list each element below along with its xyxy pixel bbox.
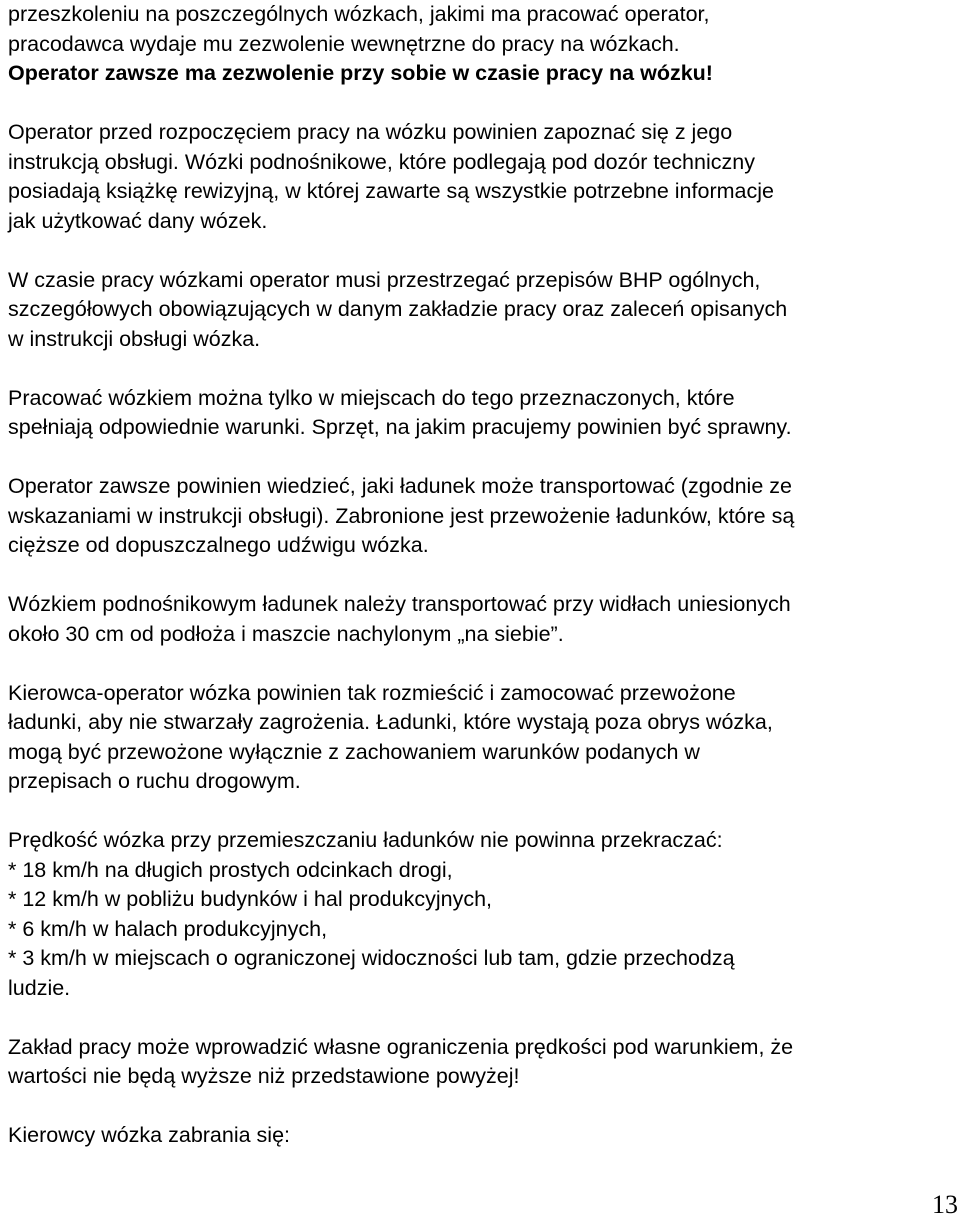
paragraph-fork-height xyxy=(8,590,952,649)
paragraph-load-capacity xyxy=(8,472,952,561)
page-number: 13 xyxy=(932,1190,958,1219)
text-line: Prędkość wózka przy przemieszczaniu ładunków nie powinna przekraczać: xyxy=(8,828,723,852)
text-line: ładunki, aby nie stwarzały zagrożenia. Ładunki, które wystają poza obrys wózka, xyxy=(8,710,773,734)
text-line: przeszkoleniu na poszczególnych wózkach, jakimi ma pracować operator, xyxy=(8,2,710,26)
paragraph-instructions xyxy=(8,118,952,236)
paragraph-custom-limits xyxy=(8,1033,952,1092)
list-item: * 3 km/h w miejscach o ograniczonej widoczności lub tam, gdzie przechodzą xyxy=(8,946,735,970)
text-line: posiadają książkę rewizyjną, w której zawarte są wszystkie potrzebne informacje xyxy=(8,179,774,203)
text-line: Kierowcy wózka zabrania się: xyxy=(8,1123,291,1147)
document-page xyxy=(8,0,952,1151)
text-line: instrukcją obsługi. Wózki podnośnikowe, które podlegają pod dozór techniczny xyxy=(8,149,755,174)
list-item: * 6 km/h w halach produkcyjnych, xyxy=(8,916,328,941)
text-line: w instrukcji obsługi wózka. xyxy=(8,326,261,351)
text-line: Operator zawsze powinien wiedzieć, jaki ładunek może transportować (zgodnie ze xyxy=(8,474,792,498)
list-item: * 18 km/h na długich prostych odcinkach drogi, xyxy=(8,857,453,882)
text-line: Zakład pracy może wprowadzić własne ograniczenia prędkości pod warunkiem, że xyxy=(8,1034,794,1059)
text-line: mogą być przewożone wyłącznie z zachowaniem warunków podanych w xyxy=(8,739,700,764)
text-line: wartości nie będą wyższe niż przedstawione powyżej! xyxy=(8,1064,520,1088)
text-line: spełniają odpowiednie warunki. Sprzęt, na jakim pracujemy powinien być sprawny. xyxy=(8,415,792,439)
text-line: jak użytkować dany wózek. xyxy=(8,208,268,233)
paragraph-bhp xyxy=(8,266,952,355)
text-line: szczegółowych obowiązujących w danym zakładzie pracy oraz zaleceń opisanych xyxy=(8,297,788,321)
paragraph-permit xyxy=(8,0,952,89)
text-line: wskazaniami w instrukcji obsługi). Zabronione jest przewożenie ładunków, które są xyxy=(8,503,795,528)
paragraph-prohibitions xyxy=(8,1121,952,1151)
bold-notice: Operator zawsze ma zezwolenie przy sobie w czasie pracy na wózku! xyxy=(8,61,713,85)
text-line: cięższe od dopuszczalnego udźwigu wózka. xyxy=(8,533,429,557)
text-line: ludzie. xyxy=(8,975,71,1000)
text-line: Operator przed rozpoczęciem pracy na wózku powinien zapoznać się z jego xyxy=(8,120,733,144)
paragraph-speed-limits xyxy=(8,826,952,1003)
text-line: Pracować wózkiem można tylko w miejscach do tego przeznaczonych, które xyxy=(8,385,735,410)
text-line: Kierowca-operator wózka powinien tak rozmieścić i zamocować przewożone xyxy=(8,680,736,705)
text-line: W czasie pracy wózkami operator musi przestrzegać przepisów BHP ogólnych, xyxy=(8,267,761,292)
list-item: * 12 km/h w pobliżu budynków i hal produkcyjnych, xyxy=(8,887,493,911)
text-line: około 30 cm od podłoża i maszcie nachylonym „na siebie”. xyxy=(8,621,564,646)
paragraph-load-securing xyxy=(8,679,952,797)
text-line: pracodawca wydaje mu zezwolenie wewnętrzne do pracy na wózkach. xyxy=(8,31,680,56)
paragraph-work-areas xyxy=(8,384,952,443)
text-line: przepisach o ruchu drogowym. xyxy=(8,769,301,793)
text-line: Wózkiem podnośnikowym ładunek należy transportować przy widłach uniesionych xyxy=(8,592,791,616)
